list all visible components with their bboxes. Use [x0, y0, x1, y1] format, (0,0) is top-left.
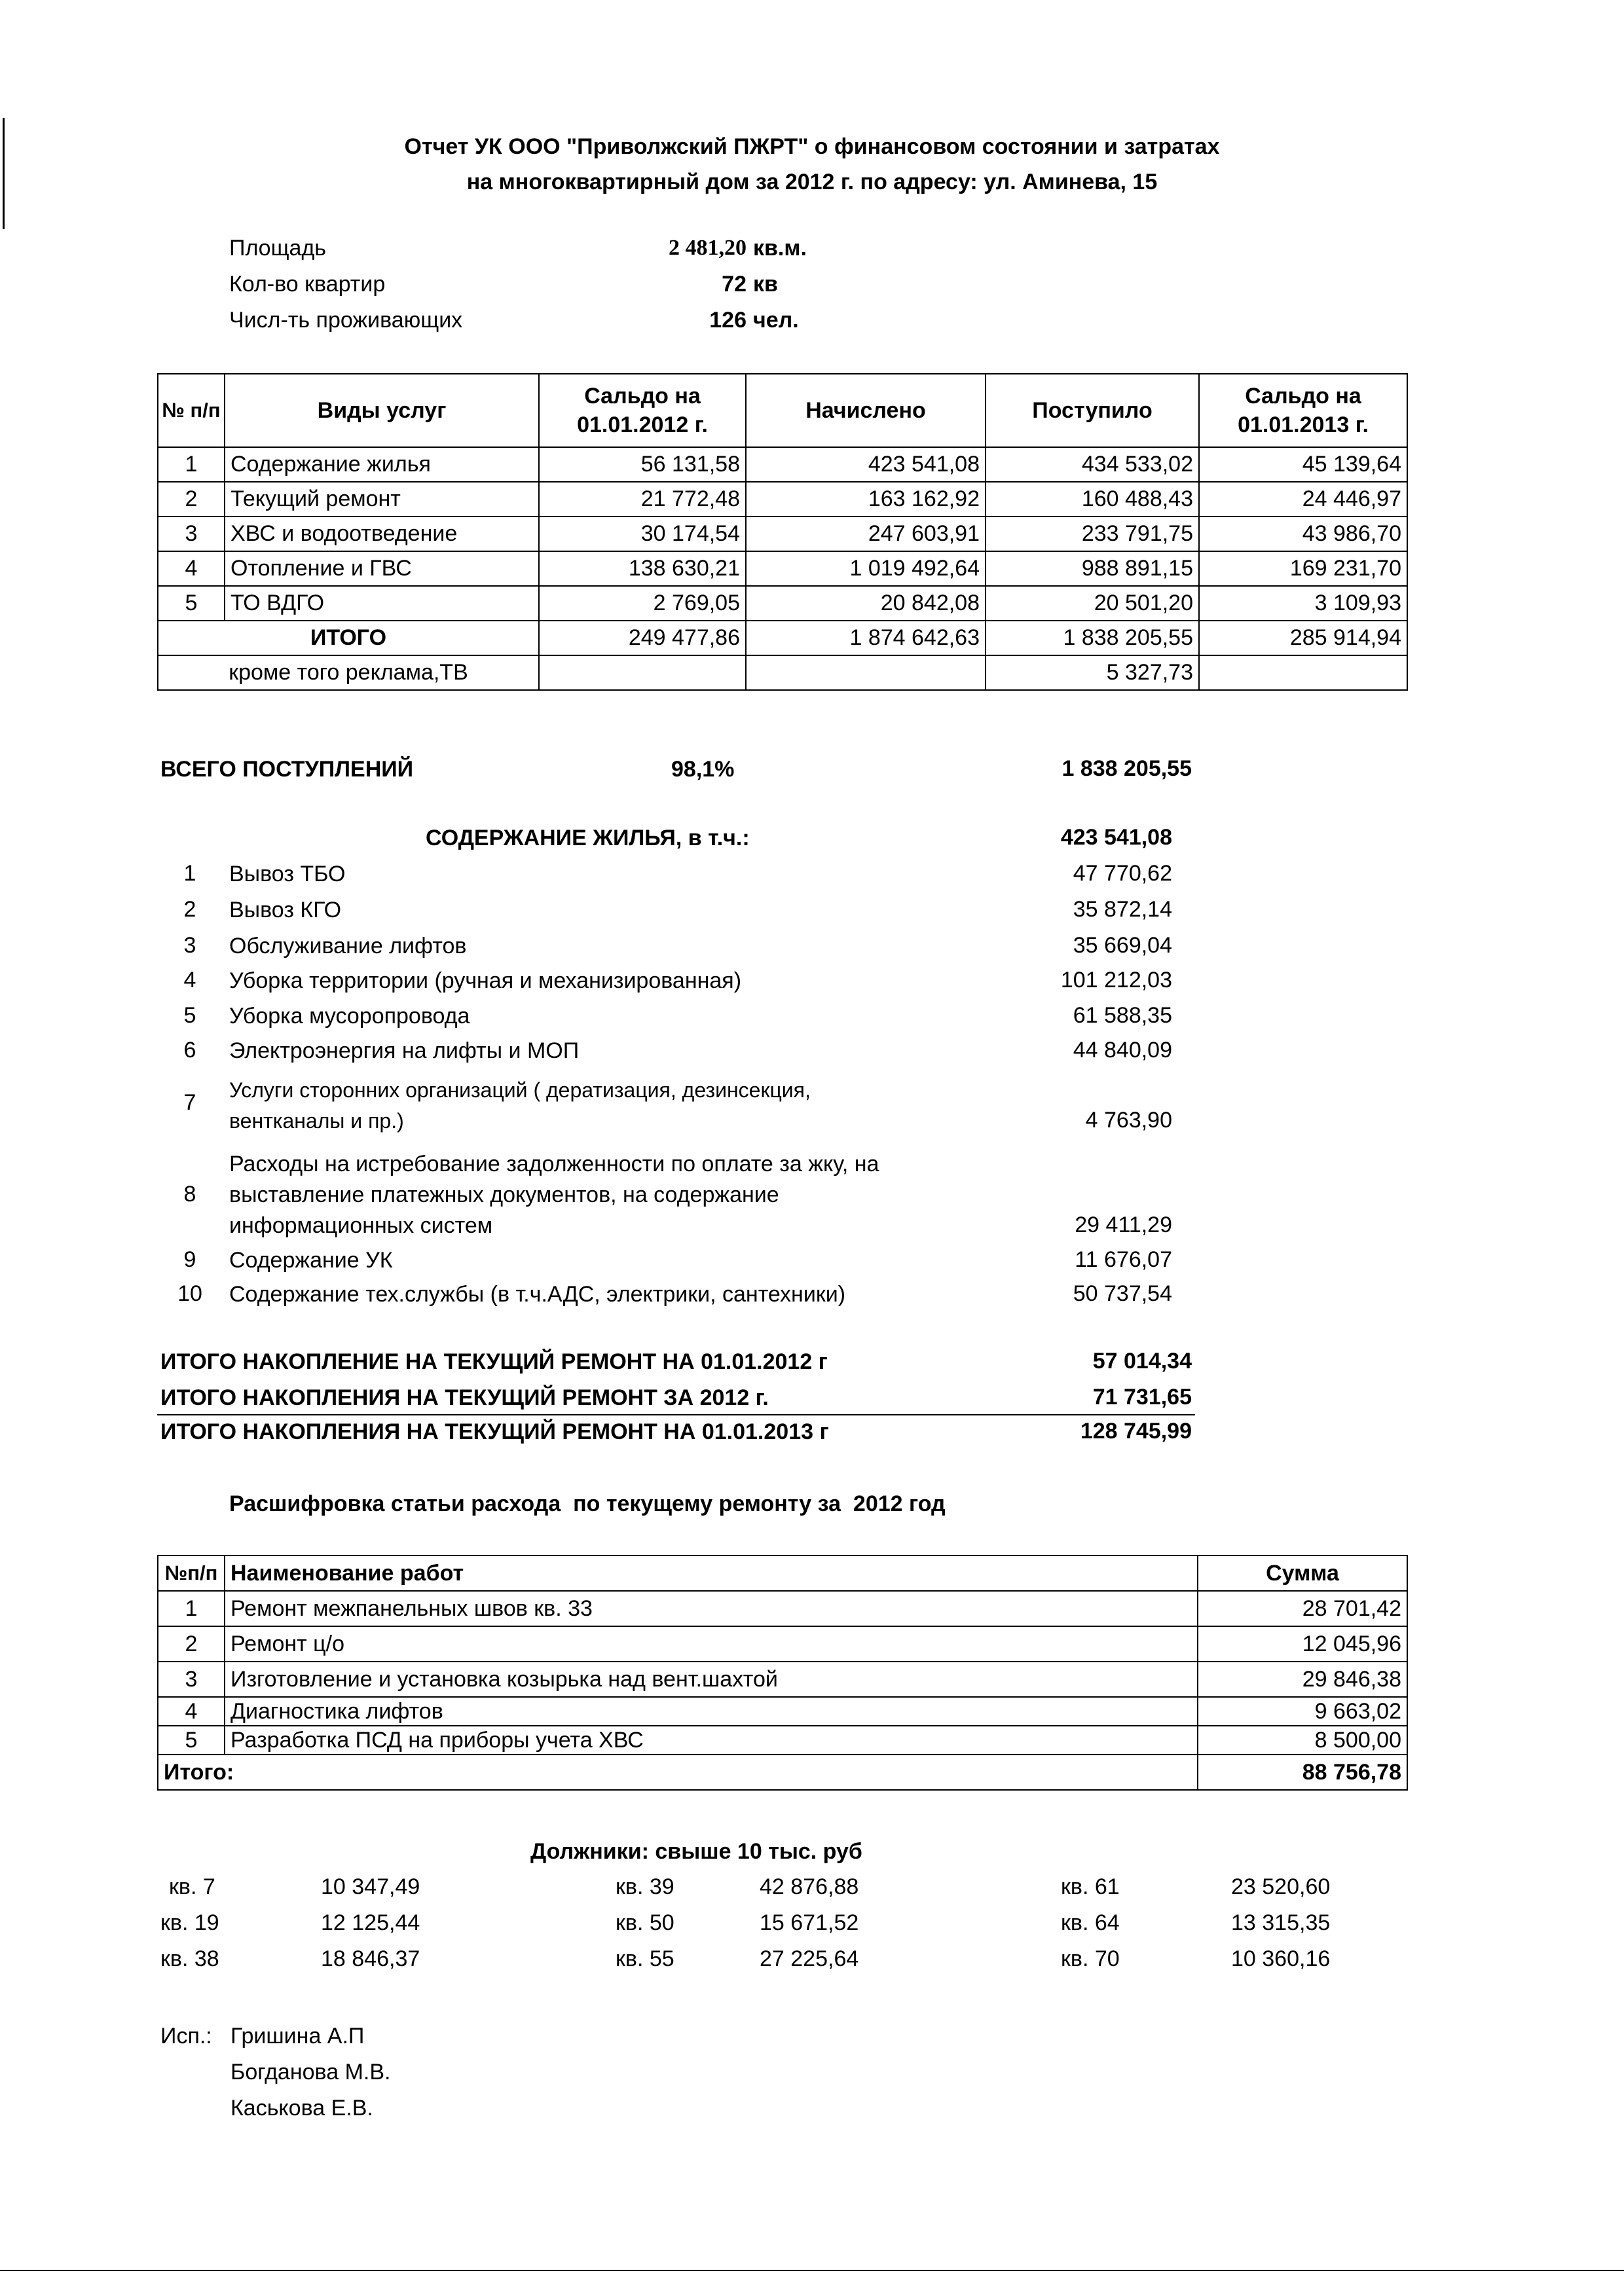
header-service: Виды услуг — [225, 374, 539, 447]
item-number: 1 — [183, 861, 196, 886]
extra-label: кроме того реклама,ТВ — [158, 655, 539, 690]
item-text: Содержание УК — [229, 1248, 393, 1273]
table-row — [158, 1697, 1407, 1726]
item-value: 50 737,54 — [1073, 1281, 1172, 1306]
info-label-apartments: Кол-во квартир — [229, 272, 386, 297]
repair-table — [157, 1555, 1408, 1791]
services-table — [157, 373, 1408, 691]
debtor-amount: 13 315,35 — [1231, 1910, 1331, 1935]
table-row — [158, 1591, 1407, 1626]
debtor-amount: 23 520,60 — [1231, 1874, 1331, 1899]
item-value: 35 669,04 — [1073, 933, 1172, 958]
header-number: № п/п — [158, 374, 225, 447]
repair-total-label: Итого: — [158, 1755, 1198, 1790]
debtor-apartment: кв. 38 — [160, 1946, 219, 1971]
extra-balance-end — [1199, 655, 1407, 690]
table-row — [158, 1626, 1407, 1662]
item-text-line1: Услуги сторонних организаций ( дератизация, дезинсекция, — [229, 1078, 811, 1102]
repair-header-row — [158, 1556, 1407, 1591]
item-text-line1: Расходы на истребование задолженности по оплате за жку, на — [229, 1152, 879, 1176]
executor-name: Богданова М.В. — [231, 2060, 391, 2085]
cell-charged: 1 019 492,64 — [746, 551, 986, 586]
info-unit-area: кв.м. — [753, 236, 807, 261]
cell-number: 2 — [158, 1626, 225, 1662]
repair-total-value: 88 756,78 — [1198, 1755, 1407, 1790]
header-work-name: Наименование работ — [225, 1556, 1198, 1591]
repair-breakdown-heading: Расшифровка статьи расхода по текущему ремонту за 2012 год — [229, 1491, 946, 1516]
cell-number: 1 — [158, 447, 225, 482]
cell-sum: 9 663,02 — [1198, 1697, 1407, 1726]
cell-work-name: Изготовление и установка козырька над вент.шахтой — [225, 1662, 1198, 1697]
header-received: Поступило — [986, 374, 1199, 447]
cell-charged: 20 842,08 — [746, 586, 986, 621]
item-number: 7 — [183, 1090, 196, 1115]
repair-total-2012-start: ИТОГО НАКОПЛЕНИЕ НА ТЕКУЩИЙ РЕМОНТ НА 01.01.2012 г — [160, 1349, 828, 1374]
table-row — [158, 586, 1407, 621]
item-text-line3: информационных систем — [229, 1213, 493, 1238]
extra-row — [158, 655, 1407, 690]
info-value-apartments: 72 — [722, 272, 747, 297]
debtor-amount: 10 347,49 — [321, 1874, 420, 1899]
header-balance-2012: Сальдо на 01.01.2012 г. — [539, 374, 746, 447]
item-text: Электроэнергия на лифты и МОП — [229, 1038, 580, 1063]
item-value: 29 411,29 — [1075, 1212, 1172, 1237]
table-row — [158, 517, 1407, 551]
item-value: 11 676,07 — [1075, 1247, 1172, 1272]
item-text: Вывоз ТБО — [229, 862, 346, 886]
extra-charged — [746, 655, 986, 690]
header-balance-2013: Сальдо на 01.01.2013 г. — [1199, 374, 1407, 447]
cell-number: 3 — [158, 517, 225, 551]
item-value: 47 770,62 — [1073, 861, 1172, 886]
extra-balance-start — [539, 655, 746, 690]
item-value: 4 763,90 — [1085, 1108, 1172, 1133]
debtor-amount: 15 671,52 — [760, 1910, 859, 1935]
debtor-apartment: кв. 50 — [616, 1910, 674, 1935]
debtor-apartment: кв. 7 — [169, 1874, 215, 1899]
report-title-line1: Отчет УК ООО "Приволжский ПЖРТ" о финансовом состоянии и затратах — [404, 134, 1220, 159]
total-income-value: 1 838 205,55 — [1061, 756, 1192, 781]
total-income-percent: 98,1% — [671, 757, 735, 782]
cell-balance-end: 169 231,70 — [1199, 551, 1407, 586]
executor-name: Гришина А.П — [231, 2024, 365, 2049]
cell-number: 1 — [158, 1591, 225, 1626]
executor-name: Каськова Е.В. — [231, 2096, 373, 2121]
cell-balance-end: 43 986,70 — [1199, 517, 1407, 551]
item-number: 10 — [177, 1281, 202, 1306]
cell-sum: 28 701,42 — [1198, 1591, 1407, 1626]
cell-work-name: Ремонт ц/о — [225, 1626, 1198, 1662]
cell-work-name: Разработка ПСД на приборы учета ХВС — [225, 1726, 1198, 1755]
repair-total-2013-start: ИТОГО НАКОПЛЕНИЯ НА ТЕКУЩИЙ РЕМОНТ НА 01.01.2013 г — [160, 1419, 829, 1444]
repair-total-2012-year-value: 71 731,65 — [1092, 1385, 1192, 1410]
cell-number: 5 — [158, 1726, 225, 1755]
info-label-residents: Числ-ть проживающих — [229, 308, 463, 333]
cell-balance-start: 30 174,54 — [539, 517, 746, 551]
item-text: Содержание тех.службы (в т.ч.АДС, электрики, сантехники) — [229, 1282, 846, 1307]
debtor-apartment: кв. 39 — [616, 1874, 674, 1899]
cell-balance-start: 2 769,05 — [539, 586, 746, 621]
debtor-apartment: кв. 55 — [616, 1946, 674, 1971]
cell-work-name: Ремонт межпанельных швов кв. 33 — [225, 1591, 1198, 1626]
cell-balance-end: 24 446,97 — [1199, 482, 1407, 517]
cell-received: 20 501,20 — [986, 586, 1199, 621]
cell-sum: 12 045,96 — [1198, 1626, 1407, 1662]
item-value: 44 840,09 — [1073, 1038, 1172, 1063]
cell-received: 233 791,75 — [986, 517, 1199, 551]
cell-charged: 423 541,08 — [746, 447, 986, 482]
item-number: 5 — [183, 1003, 196, 1028]
total-row — [158, 621, 1407, 655]
debtors-heading: Должники: свыше 10 тыс. руб — [530, 1839, 862, 1864]
cell-charged: 163 162,92 — [746, 482, 986, 517]
cell-sum: 29 846,38 — [1198, 1662, 1407, 1697]
repair-total-2012-start-value: 57 014,34 — [1092, 1349, 1192, 1374]
cell-service: Отопление и ГВС — [225, 551, 539, 586]
debtor-apartment: кв. 19 — [160, 1910, 219, 1935]
maintenance-total: 423 541,08 — [1060, 825, 1172, 850]
cell-received: 434 533,02 — [986, 447, 1199, 482]
cell-service: ХВС и водоотведение — [225, 517, 539, 551]
cell-sum: 8 500,00 — [1198, 1726, 1407, 1755]
debtor-apartment: кв. 61 — [1061, 1874, 1120, 1899]
report-title-line2: на многоквартирный дом за 2012 г. по адресу: ул. Аминева, 15 — [466, 170, 1158, 194]
header-charged: Начислено — [746, 374, 986, 447]
item-text: Уборка территории (ручная и механизированная) — [229, 968, 742, 993]
services-header-row — [158, 374, 1407, 447]
cell-received: 988 891,15 — [986, 551, 1199, 586]
item-number: 4 — [183, 968, 196, 993]
item-text: Вывоз КГО — [229, 898, 342, 922]
executors-label: Исп.: — [160, 2024, 212, 2049]
debtor-apartment: кв. 64 — [1061, 1910, 1120, 1935]
cell-balance-end: 45 139,64 — [1199, 447, 1407, 482]
item-number: 2 — [183, 897, 196, 922]
item-text-line2: вентканалы и пр.) — [229, 1109, 404, 1133]
info-unit-apartments: кв — [753, 272, 778, 297]
debtor-amount: 42 876,88 — [760, 1874, 859, 1899]
total-income-label: ВСЕГО ПОСТУПЛЕНИЙ — [160, 757, 414, 782]
cell-service: Текущий ремонт — [225, 482, 539, 517]
debtor-amount: 18 846,37 — [321, 1946, 420, 1971]
extra-received: 5 327,73 — [986, 655, 1199, 690]
cell-balance-start: 56 131,58 — [539, 447, 746, 482]
item-text: Обслуживание лифтов — [229, 934, 467, 958]
repair-total-2013-start-value: 128 745,99 — [1080, 1419, 1192, 1444]
info-value-area: 2 481,20 — [669, 236, 747, 260]
header-number: №п/п — [158, 1556, 225, 1591]
repair-total-row — [158, 1755, 1407, 1790]
item-number: 9 — [183, 1247, 196, 1272]
table-row — [158, 551, 1407, 586]
item-number: 8 — [183, 1182, 196, 1207]
info-value-residents: 126 — [709, 308, 747, 333]
maintenance-heading: СОДЕРЖАНИЕ ЖИЛЬЯ, в т.ч.: — [426, 826, 750, 850]
cell-charged: 247 603,91 — [746, 517, 986, 551]
cell-service: ТО ВДГО — [225, 586, 539, 621]
item-number: 6 — [183, 1038, 196, 1063]
item-value: 35 872,14 — [1073, 897, 1172, 922]
cell-service: Содержание жилья — [225, 447, 539, 482]
total-balance-end: 285 914,94 — [1199, 621, 1407, 655]
cell-balance-start: 138 630,21 — [539, 551, 746, 586]
total-charged: 1 874 642,63 — [746, 621, 986, 655]
cell-received: 160 488,43 — [986, 482, 1199, 517]
debtor-amount: 10 360,16 — [1231, 1946, 1331, 1971]
cell-work-name: Диагностика лифтов — [225, 1697, 1198, 1726]
debtor-apartment: кв. 70 — [1061, 1946, 1120, 1971]
debtor-amount: 27 225,64 — [760, 1946, 859, 1971]
total-divider — [157, 1414, 1195, 1415]
info-label-area: Площадь — [229, 236, 327, 261]
cell-number: 5 — [158, 586, 225, 621]
table-row — [158, 1662, 1407, 1697]
info-unit-residents: чел. — [753, 308, 799, 333]
item-text: Уборка мусоропровода — [229, 1004, 470, 1029]
cell-balance-end: 3 109,93 — [1199, 586, 1407, 621]
item-value: 101 212,03 — [1060, 968, 1172, 993]
table-row — [158, 482, 1407, 517]
cell-number: 4 — [158, 551, 225, 586]
scan-bottom-edge — [0, 2270, 1624, 2271]
total-received: 1 838 205,55 — [986, 621, 1199, 655]
total-label: ИТОГО — [158, 621, 539, 655]
item-number: 3 — [183, 933, 196, 958]
item-text-line2: выставление платежных документов, на содержание — [229, 1182, 779, 1207]
cell-number: 2 — [158, 482, 225, 517]
table-row — [158, 1726, 1407, 1755]
cell-number: 4 — [158, 1697, 225, 1726]
repair-total-2012-year: ИТОГО НАКОПЛЕНИЯ НА ТЕКУЩИЙ РЕМОНТ ЗА 2012 г. — [160, 1385, 769, 1410]
total-balance-start: 249 477,86 — [539, 621, 746, 655]
item-value: 61 588,35 — [1073, 1003, 1172, 1028]
cell-number: 3 — [158, 1662, 225, 1697]
table-row — [158, 447, 1407, 482]
cell-balance-start: 21 772,48 — [539, 482, 746, 517]
header-sum: Сумма — [1198, 1556, 1407, 1591]
debtor-amount: 12 125,44 — [321, 1910, 420, 1935]
